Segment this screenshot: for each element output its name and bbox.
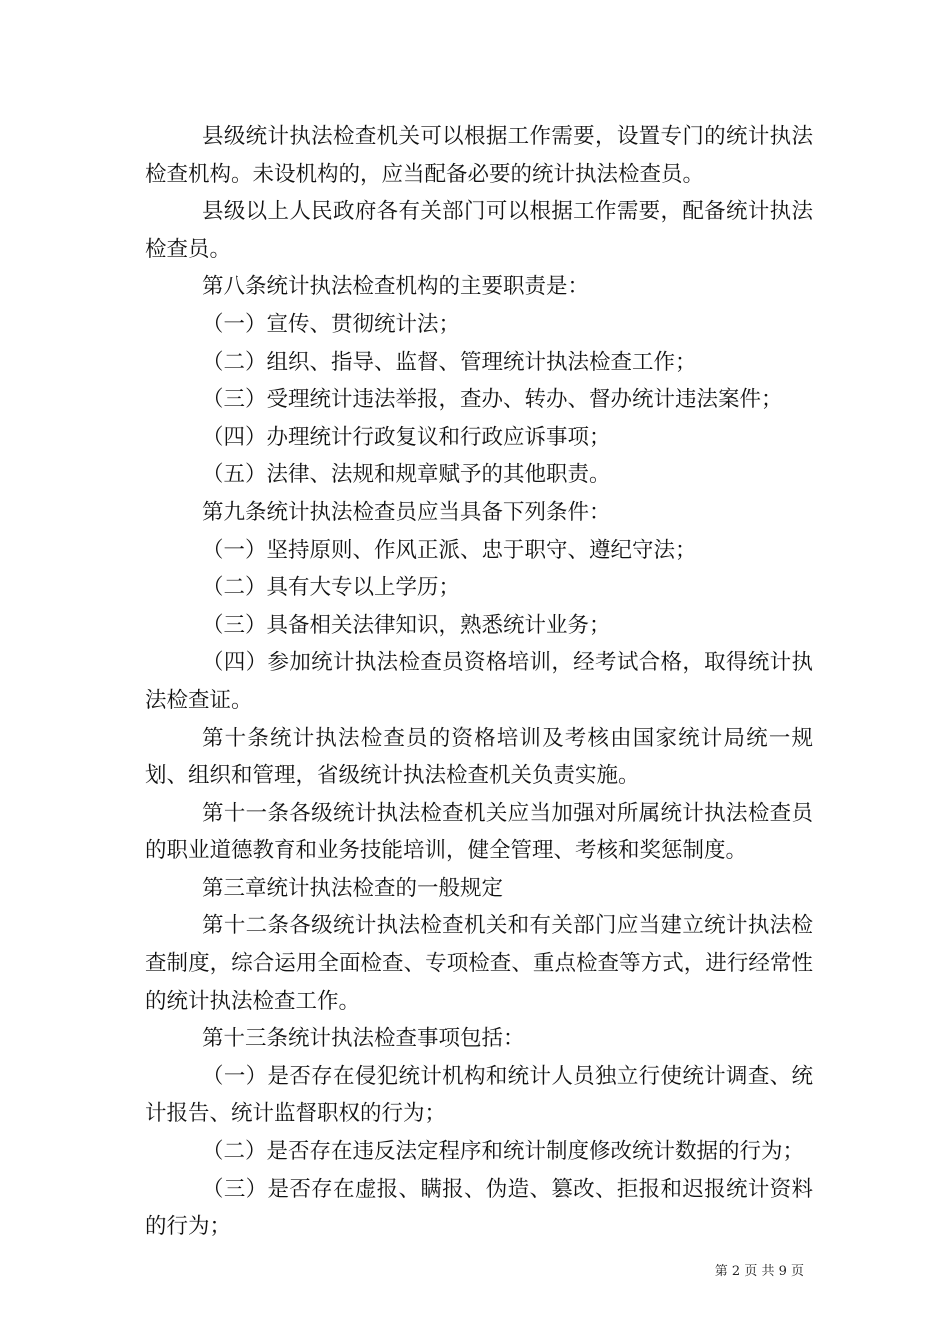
list-item: （五）法律、法规和规章赋予的其他职责。: [202, 462, 611, 488]
list-item: （四）参加统计执法检查员资格培训，经考试合格，取得统计执法检查证。: [145, 650, 813, 713]
article-heading: 第八条统计执法检查机构的主要职责是：: [202, 274, 590, 300]
paragraph: 县级以上人民政府各有关部门可以根据工作需要，配备统计执法检查员。: [145, 199, 813, 262]
list-item: （一）是否存在侵犯统计机构和统计人员独立行使统计调查、统计报告、统计监督职权的行为；: [145, 1063, 813, 1127]
page-number-footer: 第 2 页 共 9 页: [714, 1264, 804, 1279]
list-item: （三）受理统计违法举报，查办、转办、督办统计违法案件；: [202, 387, 783, 413]
list-item: （三）是否存在虚报、瞒报、伪造、篡改、拒报和迟报统计资料的行为；: [145, 1176, 813, 1240]
list-item: （二）具有大专以上学历；: [202, 575, 461, 601]
article-heading: 第十三条统计执法检查事项包括：: [202, 1026, 525, 1052]
list-item: （三）具备相关法律知识，熟悉统计业务；: [202, 612, 611, 638]
list-item: （一）宣传、贯彻统计法；: [202, 311, 461, 337]
list-item: （二）是否存在违反法定程序和统计制度修改统计数据的行为；: [202, 1139, 805, 1165]
paragraph: 第十二条各级统计执法检查机关和有关部门应当建立统计执法检查制度，综合运用全面检查、专项检查、重点检查等方式，进行经常性的统计执法检查工作。: [145, 913, 813, 1014]
document-body: [145, 118, 813, 1246]
paragraph: 县级统计执法检查机关可以根据工作需要，设置专门的统计执法检查机构。未设机构的，应当配备必要的统计执法检查员。: [145, 124, 813, 187]
list-item: （四）办理统计行政复议和行政应诉事项；: [202, 424, 611, 450]
chapter-heading: 第三章统计执法检查的一般规定: [202, 875, 504, 901]
list-item: （二）组织、指导、监督、管理统计执法检查工作；: [202, 349, 697, 375]
paragraph: 第十条统计执法检查员的资格培训及考核由国家统计局统一规划、组织和管理，省级统计执法检查机关负责实施。: [145, 725, 813, 789]
article-heading: 第九条统计执法检查员应当具备下列条件：: [202, 499, 611, 525]
list-item: （一）坚持原则、作风正派、忠于职守、遵纪守法；: [202, 537, 697, 563]
paragraph: 第十一条各级统计执法检查机关应当加强对所属统计执法检查员的职业道德教育和业务技能培训，健全管理、考核和奖惩制度。: [145, 800, 813, 864]
